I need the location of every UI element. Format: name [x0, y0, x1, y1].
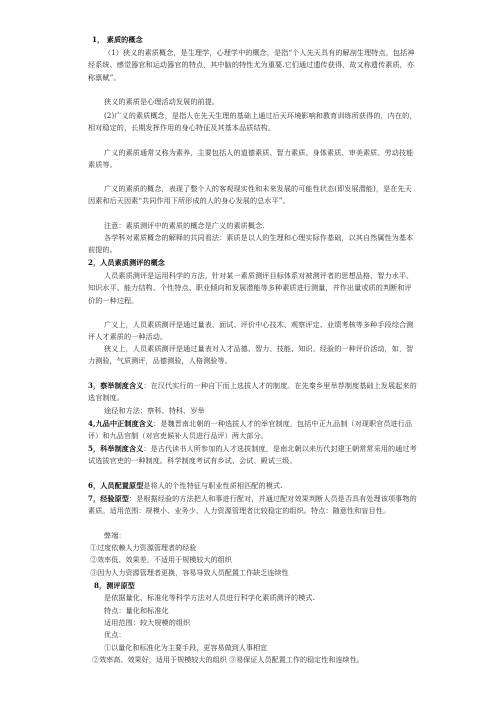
- section-1-heading: [92, 34, 422, 46]
- heading-text: 1， 素质的概念: [92, 35, 143, 44]
- section-6-paragraph: [88, 480, 418, 492]
- section-1-paragraph: 广义的素质的概念，表现了整个人的客观现实性和未来发展的可能性状态(即发展潜能)，是在先天因素和后天因素“共同作用下所形成的人的身心发展的总水平”。: [88, 184, 412, 206]
- section-4-paragraph: [88, 418, 418, 443]
- section-5-text: ：是古代读书人所参加的人才选拔制度，是南北朝以来历代封建王朝常常采用的通过考试选拔官吏的一种制度。科学制度考试有乡试、会试、殿试三级。: [88, 444, 417, 466]
- list-item: ②效率高、效果好，适用于规模较大的组织 ③易保证人员配置工作的稳定性和连续性。: [92, 655, 364, 664]
- list-item: ①过度依赖人力资源管理者的经验: [90, 543, 197, 552]
- section-3-text: ：在汉代实行的一种自下而上选拔人才的制度。在先秦乡里举荐制度基础上发展起来的选官制度。: [88, 381, 417, 403]
- heading-text: 7，经验原型: [88, 494, 130, 503]
- section-8-paragraph: 特点：量化和标准化: [104, 606, 169, 615]
- section-2-heading: [88, 257, 418, 269]
- heading-text: 3，察举制度含义: [88, 381, 144, 390]
- section-2-paragraph: 人员素质测评是运用科学的方法，针对某一素质测评目标体系对被测评者的思想品格、智力水平、知识水平、能力结构、个性特点、职业倾向和发展潜能等多种素质进行测量，并作出量或质的判断和评价的一种过程。: [88, 271, 414, 305]
- section-7-subheading: 弊端：: [104, 531, 126, 540]
- section-6-text: 是将人的个性特征与职业性质相匹配的模式.: [143, 481, 283, 490]
- section-1-paragraph: (2)广义的素质概念，是指人在先天生理的基础上通过后天环境影响和教育训练所获得的，内在的，相对稳定的，长期发挥作用的身心特征及其基本品质结构。: [88, 111, 417, 133]
- heading-text: 4,九品中正制度含义: [88, 419, 154, 428]
- section-7-text: ：是根据经验的方法把人和事进行配对，并通过配对效果判断人员是否具有处理该项事物的素质。适用范围：规模小、业务少、人力资源管理者比较稳定的组织。特点：随意性和盲目性。: [88, 494, 417, 516]
- section-2-paragraph: 狭义上，人员素质测评是通过量表对人才品德、智力、技能、知识、经验的一种评价活动，如，智力测验，气质测评，品德测验，人格测验等。: [88, 344, 414, 366]
- heading-text: 5，科举制度含义: [88, 444, 144, 453]
- section-3-paragraph: [88, 380, 418, 405]
- list-item: ③因为人力资源管理者更换，容易导致人员配置工作缺乏连续性: [90, 568, 289, 577]
- section-1-paragraph: 广义的素质通常又称为素养，主要包括人的道德素质、智力素质、身体素质、审美素质、劳动技能素质等。: [88, 148, 414, 170]
- section-1-paragraph: 狭义的素质是心理活动发展的前提。: [104, 97, 220, 106]
- section-8-paragraph: 是依据量化、标准化等科学方法对人员进行科学化素质测评的模式.: [104, 593, 315, 602]
- section-8-paragraph: 优点：: [104, 630, 126, 639]
- list-item: ①以量化和标准化为主要手段，更容易做到人事相宜: [104, 643, 268, 652]
- section-3-paragraph: 途径和方法：察科、特科、岁举: [104, 406, 205, 415]
- section-4-text: ：是魏晋南北朝的一种选拔人才的举官制度，包括中正九品制（对现职官员进行品评）和九品官制（对官吏候补人员进行品评）两大部分。: [88, 419, 413, 441]
- section-1-paragraph: 注意：素质测评中的素质的概念是广义的素质概念.: [104, 221, 265, 230]
- heading-text: 6，人员配置原型: [88, 481, 144, 490]
- section-7-paragraph: [88, 493, 418, 518]
- section-5-paragraph: [88, 443, 418, 468]
- section-8-paragraph: 适用范围：较大规模的组织: [104, 618, 191, 627]
- heading-text: 2，人员素质测评的概念: [88, 258, 165, 267]
- list-item: ②效率低、效果差，不适用于规模较大的组织: [90, 555, 232, 564]
- heading-text: 8，测评原型: [94, 581, 136, 590]
- section-1-paragraph: （1）狭义的素质概念，是生理学，心理学中的概念，是指“个人先天具有的解剖生理特点，包括神经系统、感觉器官和运动器官的特点，其中脑的特性尤为重要.它们通过遗传获得，故又称遗传素质，亦称禀赋”。: [88, 48, 415, 82]
- section-8-heading: [94, 580, 424, 592]
- section-2-paragraph: 广义上，人员素质测评是通过量表、面试、评价中心技术、观察评定、业绩考核等多种手段综合测评人才素质的一种活动。: [88, 320, 414, 342]
- section-1-paragraph: 各学科对素质概念的解释的共同看法：素质是以人的生理和心理实际作基础，以其自然属性为基本前提的。: [88, 233, 414, 255]
